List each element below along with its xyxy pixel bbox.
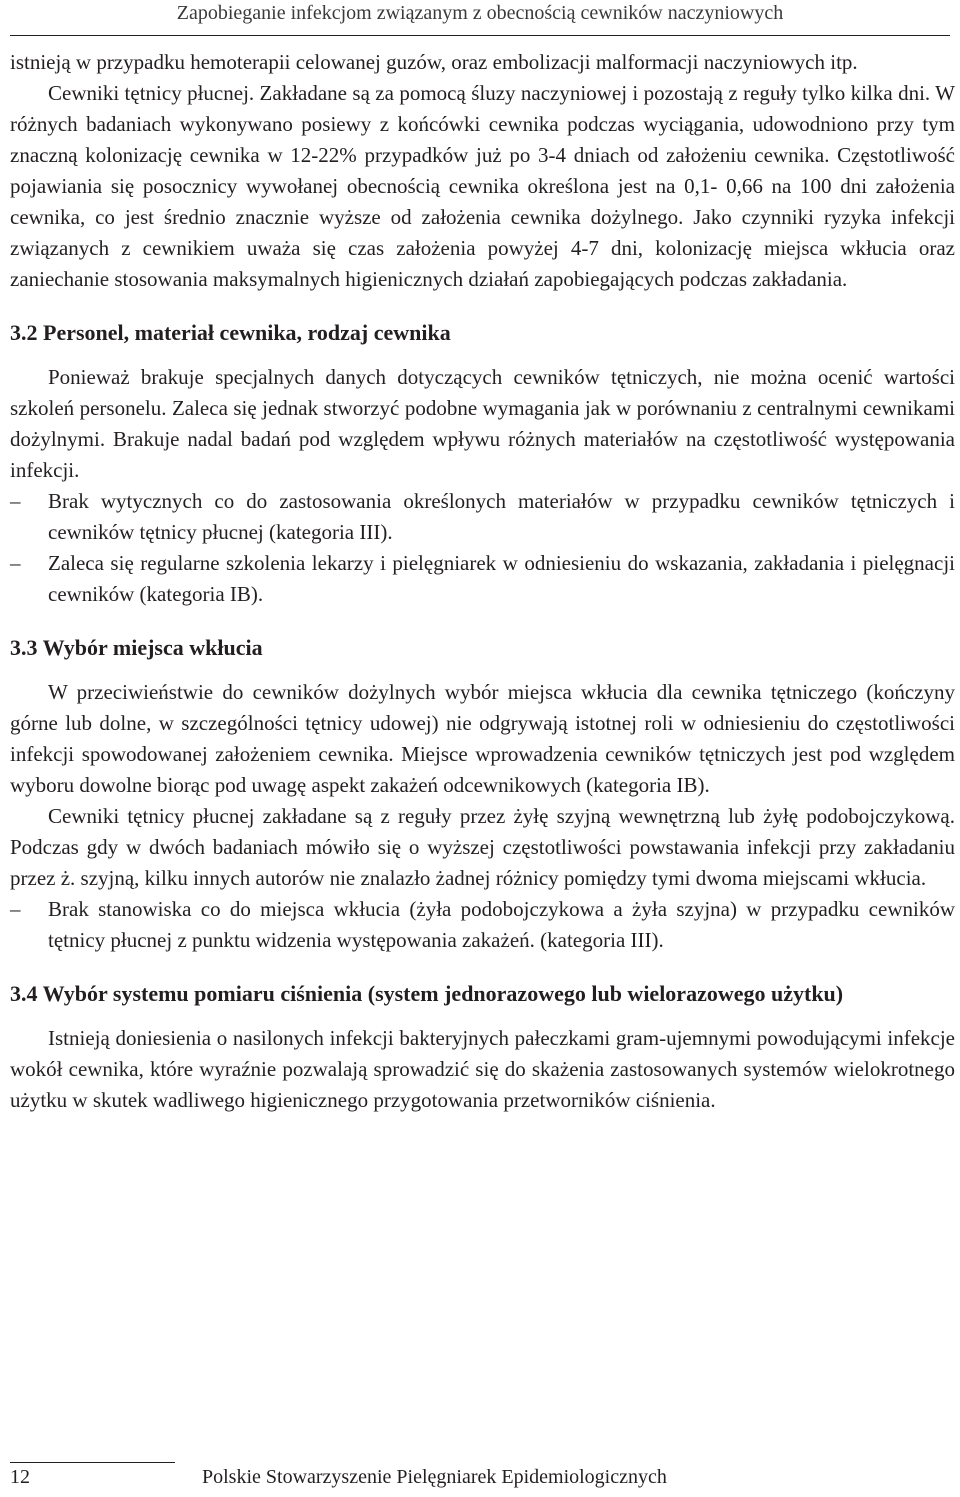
- list-item: [10, 486, 955, 548]
- section-3-3-paragraph-2: Cewniki tętnicy płucnej zakładane są z reguły przez żyłę szyjną wewnętrzną lub żyłę podobojczykową. Podczas gdy w dwóch badaniach mówiło się o wyższej częstotliwości powstawania infekcji przy zakładaniu przez ż. szyjną, kilku innych autorów nie znalazło żadnej różnicy pomiędzy tymi dwoma miejscami wkłucia.: [10, 804, 955, 890]
- running-header: [0, 0, 960, 40]
- section-3-3-heading: 3.3 Wybór miejsca wkłucia: [10, 635, 263, 660]
- page-content: [10, 47, 955, 1116]
- dash-marker: –: [10, 489, 21, 513]
- list-item-text: Brak stanowiska co do miejsca wkłucia (żyła podobojczykowa a żyła szyjna) w przypadku cewników tętnicy płucnej z punktu widzenia występowania zakażeń. (kategoria III).: [48, 897, 955, 952]
- header-title: Zapobieganie infekcjom związanym z obecnością cewników naczyniowych: [176, 2, 784, 24]
- footer-rule: [10, 1462, 175, 1463]
- publisher-name: Polskie Stowarzyszenie Pielęgniarek Epidemiologicznych: [202, 1466, 667, 1488]
- list-item: [10, 894, 955, 956]
- list-item: [10, 548, 955, 610]
- section-3-3-list: [10, 894, 955, 956]
- section-3-4-paragraph: Istnieją doniesienia o nasilonych infekcji bakteryjnych pałeczkami gram-ujemnymi powodującymi infekcje wokół cewnika, które wyraźnie pozwalają sprowadzić się do skażenia zastosowanych systemów wielokrotnego użytku w skutek wadliwego higienicznego przygotowania przetworników ciśnienia.: [10, 1026, 955, 1112]
- section-3-3-paragraph-1: W przeciwieństwie do cewników dożylnych wybór miejsca wkłucia dla cewnika tętniczego (kończyny górne lub dolne, w szczególności tętnicy udowej) nie odgrywają istotnej roli w odniesieniu do częstotliwości infekcji spowodowanej założeniem cewnika. Miejsce wprowadzenia cewników tętniczych jest pod względem wyboru dowolne biorąc pod uwagę aspekt zakażeń odcewnikowych (kategoria IB).: [10, 680, 955, 797]
- section-3-2-list: [10, 486, 955, 610]
- intro-paragraph-1: istnieją w przypadku hemoterapii celowanej guzów, oraz embolizacji malformacji naczyniowych itp.: [10, 50, 858, 74]
- list-item-text: Brak wytycznych co do zastosowania określonych materiałów w przypadku cewników tętniczych i cewników tętnicy płucnej (kategoria III).: [48, 489, 955, 544]
- section-3-2-heading: 3.2 Personel, materiał cewnika, rodzaj cewnika: [10, 320, 451, 345]
- list-item-text: Zaleca się regularne szkolenia lekarzy i pielęgniarek w odniesieniu do wskazania, zakładania i pielęgnacji cewników (kategoria IB).: [48, 551, 955, 606]
- section-3-2-paragraph: Ponieważ brakuje specjalnych danych dotyczących cewników tętniczych, nie można ocenić wartości szkoleń personelu. Zaleca się jednak stworzyć podobne wymagania jak w porównaniu z centralnymi cewnikami dożylnymi. Brakuje nadal badań pod względem wpływu różnych materiałów na częstotliwość występowania infekcji.: [10, 365, 955, 482]
- page-number: 12: [10, 1466, 30, 1488]
- header-rule: [10, 35, 950, 36]
- intro-paragraph-2: Cewniki tętnicy płucnej. Zakładane są za pomocą śluzy naczyniowej i pozostają z reguły tylko kilka dni. W różnych badaniach wykonywano posiewy z końcówki cewnika podczas wyciągania, udowodniono przy tym znaczną kolonizację cewnika w 12-22% przypadków już po 3-4 dniach od założeniu cewnika. Częstotliwość pojawiania się posocznicy wywołanej obecnością cewnika określona jest na 0,1- 0,66 na 100 dni założenia cewnika, co jest średnio znacznie wyższe od założenia cewnika dożylnego. Jako czynniki ryzyka infekcji związanych z cewnikiem uważa się czas założenia powyżej 4-7 dni, kolonizację miejsca wkłucia oraz zaniechanie stosowania maksymalnych higienicznych działań zapobiegających podczas zakładania.: [10, 81, 955, 291]
- dash-marker: –: [10, 551, 21, 575]
- running-footer: [0, 1466, 960, 1494]
- section-3-4-heading: 3.4 Wybór systemu pomiaru ciśnienia (system jednorazowego lub wielorazowego użytku): [10, 981, 844, 1006]
- dash-marker: –: [10, 897, 21, 921]
